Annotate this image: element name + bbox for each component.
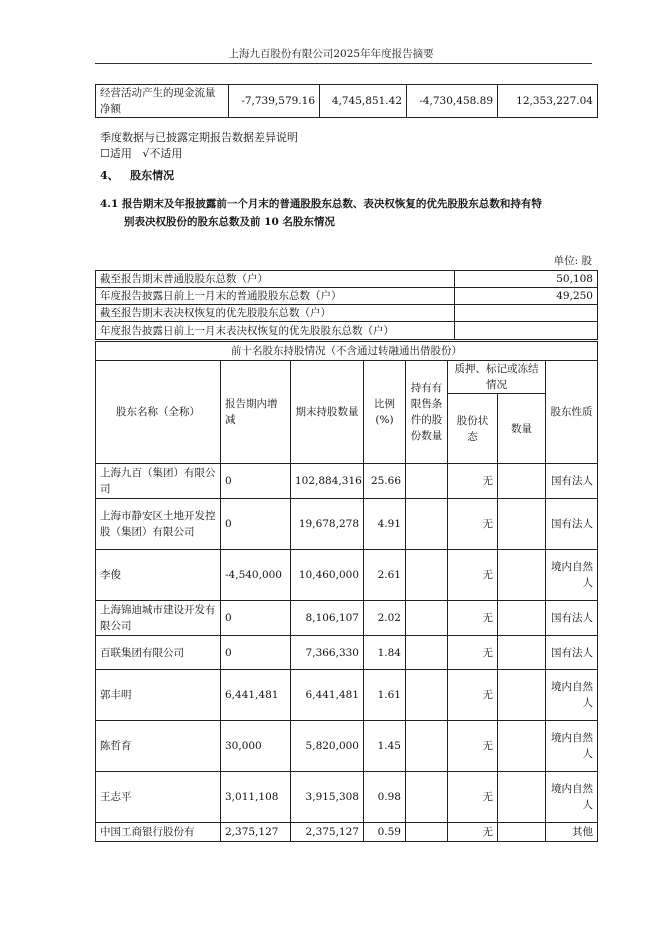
option-applicable: 适用: [109, 147, 132, 160]
row-7-ratio: 1.45: [364, 721, 406, 772]
row-4-ratio: 2.02: [364, 601, 406, 636]
row-6-change: 6,441,481: [221, 670, 291, 721]
section-41-text1: 报告期末及年报披露前一个月末的普通股股东总数、表决权恢复的优先股股东总数和持有特: [121, 198, 542, 210]
row-2-qty: [498, 499, 546, 550]
table-row: [96, 550, 598, 601]
row-3-qty: [498, 550, 546, 601]
check-mark-icon: √: [142, 147, 150, 160]
col-header-pledge-group: 质押、标记或冻结情况: [448, 361, 546, 394]
section-41-num: 4.1: [100, 198, 119, 210]
row-6-restricted: [406, 670, 448, 721]
row-8-ratio: 0.98: [364, 772, 406, 823]
row-5-restricted: [406, 636, 448, 670]
row-4-qty: [498, 601, 546, 636]
row-7-name: 陈哲育: [96, 721, 221, 772]
row-2-nature: 国有法人: [546, 499, 598, 550]
summary-label-3: 截至报告期末表决权恢复的优先股股东总数（户）: [96, 305, 455, 322]
row-1-restricted: [406, 464, 448, 499]
row-2-hold: 19,678,278: [291, 499, 364, 550]
row-4-change: 0: [221, 601, 291, 636]
row-1-nature: 国有法人: [546, 464, 598, 499]
row-2-name: 上海市静安区土地开发控股（集团）有限公司: [96, 499, 221, 550]
section-41-line2: 别表决权股份的股东总数及前 10 名股东情况: [124, 216, 335, 228]
summary-label-1: 截至报告期末普通股股东总数（户）: [96, 271, 455, 288]
row-1-name: 上海九百（集团）有限公司: [96, 464, 221, 499]
top10-table: [95, 341, 598, 842]
row-3-ratio: 2.61: [364, 550, 406, 601]
row-9-qty: [498, 823, 546, 842]
cashflow-q4: 12,353,227.04: [498, 85, 598, 118]
row-9-status: 无: [448, 823, 498, 842]
cashflow-q1: -7,739,579.16: [229, 85, 320, 118]
row-3-change: -4,540,000: [221, 550, 291, 601]
row-2-change: 0: [221, 499, 291, 550]
row-7-nature: 境内自然人: [546, 721, 598, 772]
summary-value-4: [455, 322, 598, 340]
option-not-applicable: 不适用: [149, 147, 183, 160]
summary-label-4: 年度报告披露日前上一月末表决权恢复的优先股股东总数（户）: [96, 322, 455, 340]
col-header-nature: 股东性质: [546, 361, 598, 464]
row-9-nature: 其他: [546, 823, 598, 842]
row-4-nature: 国有法人: [546, 601, 598, 636]
section-41-line1: [100, 196, 542, 212]
row-4-status: 无: [448, 601, 498, 636]
table-row: [96, 636, 598, 670]
table-row: [96, 823, 598, 842]
row-8-name: 王志平: [96, 772, 221, 823]
col-header-change: 报告期内增减: [221, 361, 291, 464]
row-9-restricted: [406, 823, 448, 842]
row-3-hold: 10,460,000: [291, 550, 364, 601]
row-6-hold: 6,441,481: [291, 670, 364, 721]
row-5-qty: [498, 636, 546, 670]
row-7-status: 无: [448, 721, 498, 772]
row-6-nature: 境内自然人: [546, 670, 598, 721]
row-7-hold: 5,820,000: [291, 721, 364, 772]
unit-label: 单位: 股: [553, 255, 592, 267]
row-4-name: 上海锦迪城市建设开发有限公司: [96, 601, 221, 636]
table-row: [96, 670, 598, 721]
row-5-nature: 国有法人: [546, 636, 598, 670]
table-row: [96, 499, 598, 550]
row-3-nature: 境内自然人: [546, 550, 598, 601]
row-1-ratio: 25.66: [364, 464, 406, 499]
row-1-status: 无: [448, 464, 498, 499]
row-3-name: 李俊: [96, 550, 221, 601]
row-6-status: 无: [448, 670, 498, 721]
cashflow-label: 经营活动产生的现金流量净额: [96, 85, 229, 118]
row-5-ratio: 1.84: [364, 636, 406, 670]
row-8-nature: 境内自然人: [546, 772, 598, 823]
table-row: [96, 772, 598, 823]
row-2-status: 无: [448, 499, 498, 550]
row-5-hold: 7,366,330: [291, 636, 364, 670]
row-1-change: 0: [221, 464, 291, 499]
row-4-restricted: [406, 601, 448, 636]
row-5-change: 0: [221, 636, 291, 670]
row-5-name: 百联集团有限公司: [96, 636, 221, 670]
row-9-hold: 2,375,127: [291, 823, 364, 842]
cashflow-q3: -4,730,458.89: [407, 85, 498, 118]
section-4-heading: [100, 168, 174, 184]
summary-value-3: [455, 305, 598, 322]
cashflow-table: [95, 84, 598, 118]
row-3-restricted: [406, 550, 448, 601]
table-row: [96, 721, 598, 772]
row-8-hold: 3,915,308: [291, 772, 364, 823]
row-2-ratio: 4.91: [364, 499, 406, 550]
col-header-restricted: 持有有限售条件的股份数量: [406, 361, 448, 464]
row-6-name: 郭丰明: [96, 670, 221, 721]
row-6-ratio: 1.61: [364, 670, 406, 721]
col-header-ratio: 比例(%): [364, 361, 406, 464]
row-2-restricted: [406, 499, 448, 550]
row-8-restricted: [406, 772, 448, 823]
section-4-title: 股东情况: [130, 169, 175, 182]
row-3-status: 无: [448, 550, 498, 601]
col-header-hold: 期末持股数量: [291, 361, 364, 464]
row-7-change: 30,000: [221, 721, 291, 772]
row-9-ratio: 0.59: [364, 823, 406, 842]
checkbox-icon: ☐: [100, 147, 110, 160]
row-4-hold: 8,106,107: [291, 601, 364, 636]
col-header-pledge-qty: 数量: [498, 394, 546, 464]
row-8-qty: [498, 772, 546, 823]
row-8-change: 3,011,108: [221, 772, 291, 823]
quarter-options: [100, 146, 182, 162]
col-header-pledge-status: 股份状态: [448, 394, 498, 464]
row-1-qty: [498, 464, 546, 499]
top10-title: 前十名股东持股情况（不含通过转融通出借股份）: [96, 342, 598, 361]
summary-value-2: 49,250: [455, 288, 598, 305]
col-header-name: 股东名称（全称）: [96, 361, 221, 464]
row-9-change: 2,375,127: [221, 823, 291, 842]
row-5-status: 无: [448, 636, 498, 670]
row-7-qty: [498, 721, 546, 772]
quarter-note: 季度数据与已披露定期报告数据差异说明: [100, 131, 298, 144]
row-8-status: 无: [448, 772, 498, 823]
table-row: [96, 464, 598, 499]
row-9-name: 中国工商银行股份有: [96, 823, 221, 842]
summary-label-2: 年度报告披露日前上一月末的普通股股东总数（户）: [96, 288, 455, 305]
summary-value-1: 50,108: [455, 271, 598, 288]
page-header: 上海九百股份有限公司2025年年度报告摘要: [228, 48, 434, 60]
section-4-num: 4、: [100, 169, 119, 182]
table-row: [96, 601, 598, 636]
row-1-hold: 102,884,316: [291, 464, 364, 499]
summary-table: [95, 270, 598, 340]
row-6-qty: [498, 670, 546, 721]
header-divider: [95, 63, 592, 64]
cashflow-q2: 4,745,851.42: [320, 85, 407, 118]
row-7-restricted: [406, 721, 448, 772]
